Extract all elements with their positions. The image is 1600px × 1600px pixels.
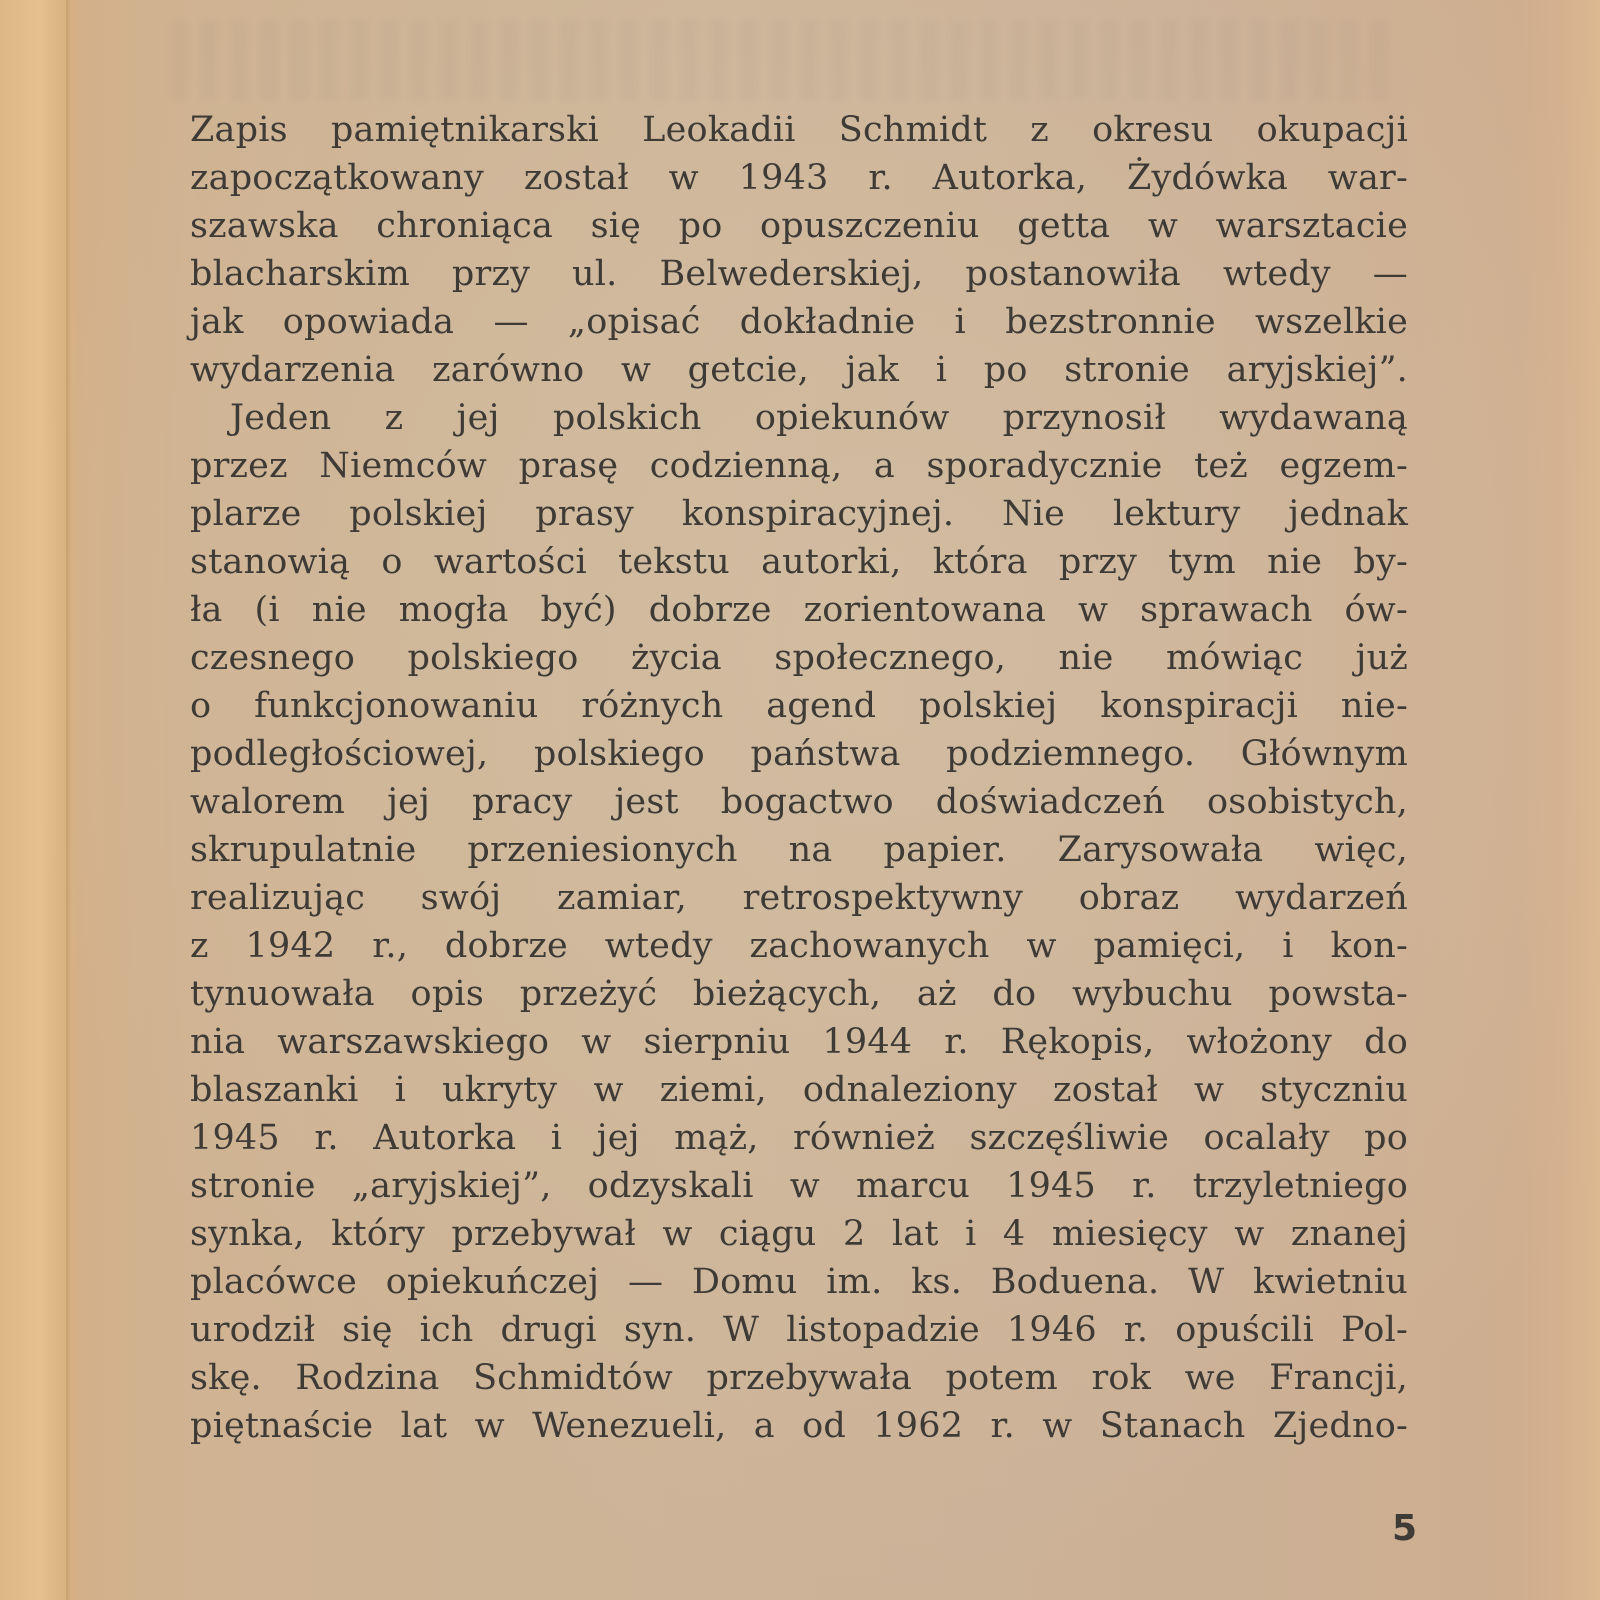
text-line: walorem jej pracy jest bogactwo doświadczeń osobistych,: [190, 782, 1408, 822]
text-line: skrupulatnie przeniesionych na papier. Zarysowała więc,: [190, 830, 1408, 870]
text-line: podległościowej, polskiego państwa podziemnego. Głównym: [190, 734, 1408, 774]
text-line: blacharskim przy ul. Belwederskiej, postanowiła wtedy —: [190, 254, 1408, 294]
text-line: przez Niemców prasę codzienną, a sporadycznie też egzem-: [190, 446, 1408, 486]
page-number: 5: [1392, 1508, 1418, 1549]
text-line: tynuowała opis przeżyć bieżących, aż do wybuchu powsta-: [190, 974, 1408, 1014]
page-gutter-fold: [66, 0, 72, 1600]
body-text: [190, 106, 1408, 1450]
text-line: z 1942 r., dobrze wtedy zachowanych w pamięci, i kon-: [190, 926, 1408, 966]
text-line: skę. Rodzina Schmidtów przebywała potem rok we Francji,: [190, 1358, 1408, 1398]
text-line: zapoczątkowany został w 1943 r. Autorka, Żydówka war-: [190, 158, 1408, 198]
paragraph-start-line: Jeden z jej polskich opiekunów przynosił wydawaną: [230, 398, 1408, 438]
text-line: nia warszawskiego w sierpniu 1944 r. Rękopis, włożony do: [190, 1022, 1408, 1062]
text-line: urodził się ich drugi syn. W listopadzie 1946 r. opuścili Pol-: [190, 1310, 1408, 1350]
text-line: wydarzenia zarówno w getcie, jak i po stronie aryjskiej”.: [190, 350, 1408, 390]
text-line: Zapis pamiętnikarski Leokadii Schmidt z okresu okupacji: [190, 110, 1408, 150]
text-line: 1945 r. Autorka i jej mąż, również szczęśliwie ocalały po: [190, 1118, 1408, 1158]
text-line: szawska chroniąca się po opuszczeniu getta w warsztacie: [190, 206, 1408, 246]
text-line: czesnego polskiego życia społecznego, nie mówiąc już: [190, 638, 1408, 678]
text-line: jak opowiada — „opisać dokładnie i bezstronnie wszelkie: [190, 302, 1408, 342]
text-line: plarze polskiej prasy konspiracyjnej. Nie lektury jednak: [190, 494, 1408, 534]
text-line: stanowią o wartości tekstu autorki, która przy tym nie by-: [190, 542, 1408, 582]
text-line: ła (i nie mogła być) dobrze zorientowana w sprawach ów-: [190, 590, 1408, 630]
bleed-through-text: [170, 20, 1400, 100]
text-line: realizując swój zamiar, retrospektywny obraz wydarzeń: [190, 878, 1408, 918]
text-line: o funkcjonowaniu różnych agend polskiej konspiracji nie-: [190, 686, 1408, 726]
text-line: stronie „aryjskiej”, odzyskali w marcu 1945 r. trzyletniego: [190, 1166, 1408, 1206]
text-line: placówce opiekuńczej — Domu im. ks. Boduena. W kwietniu: [190, 1262, 1408, 1302]
text-line: blaszanki i ukryty w ziemi, odnaleziony został w styczniu: [190, 1070, 1408, 1110]
text-line: piętnaście lat w Wenezueli, a od 1962 r. w Stanach Zjedno-: [190, 1406, 1408, 1446]
text-line: synka, który przebywał w ciągu 2 lat i 4 miesięcy w znanej: [190, 1214, 1408, 1254]
